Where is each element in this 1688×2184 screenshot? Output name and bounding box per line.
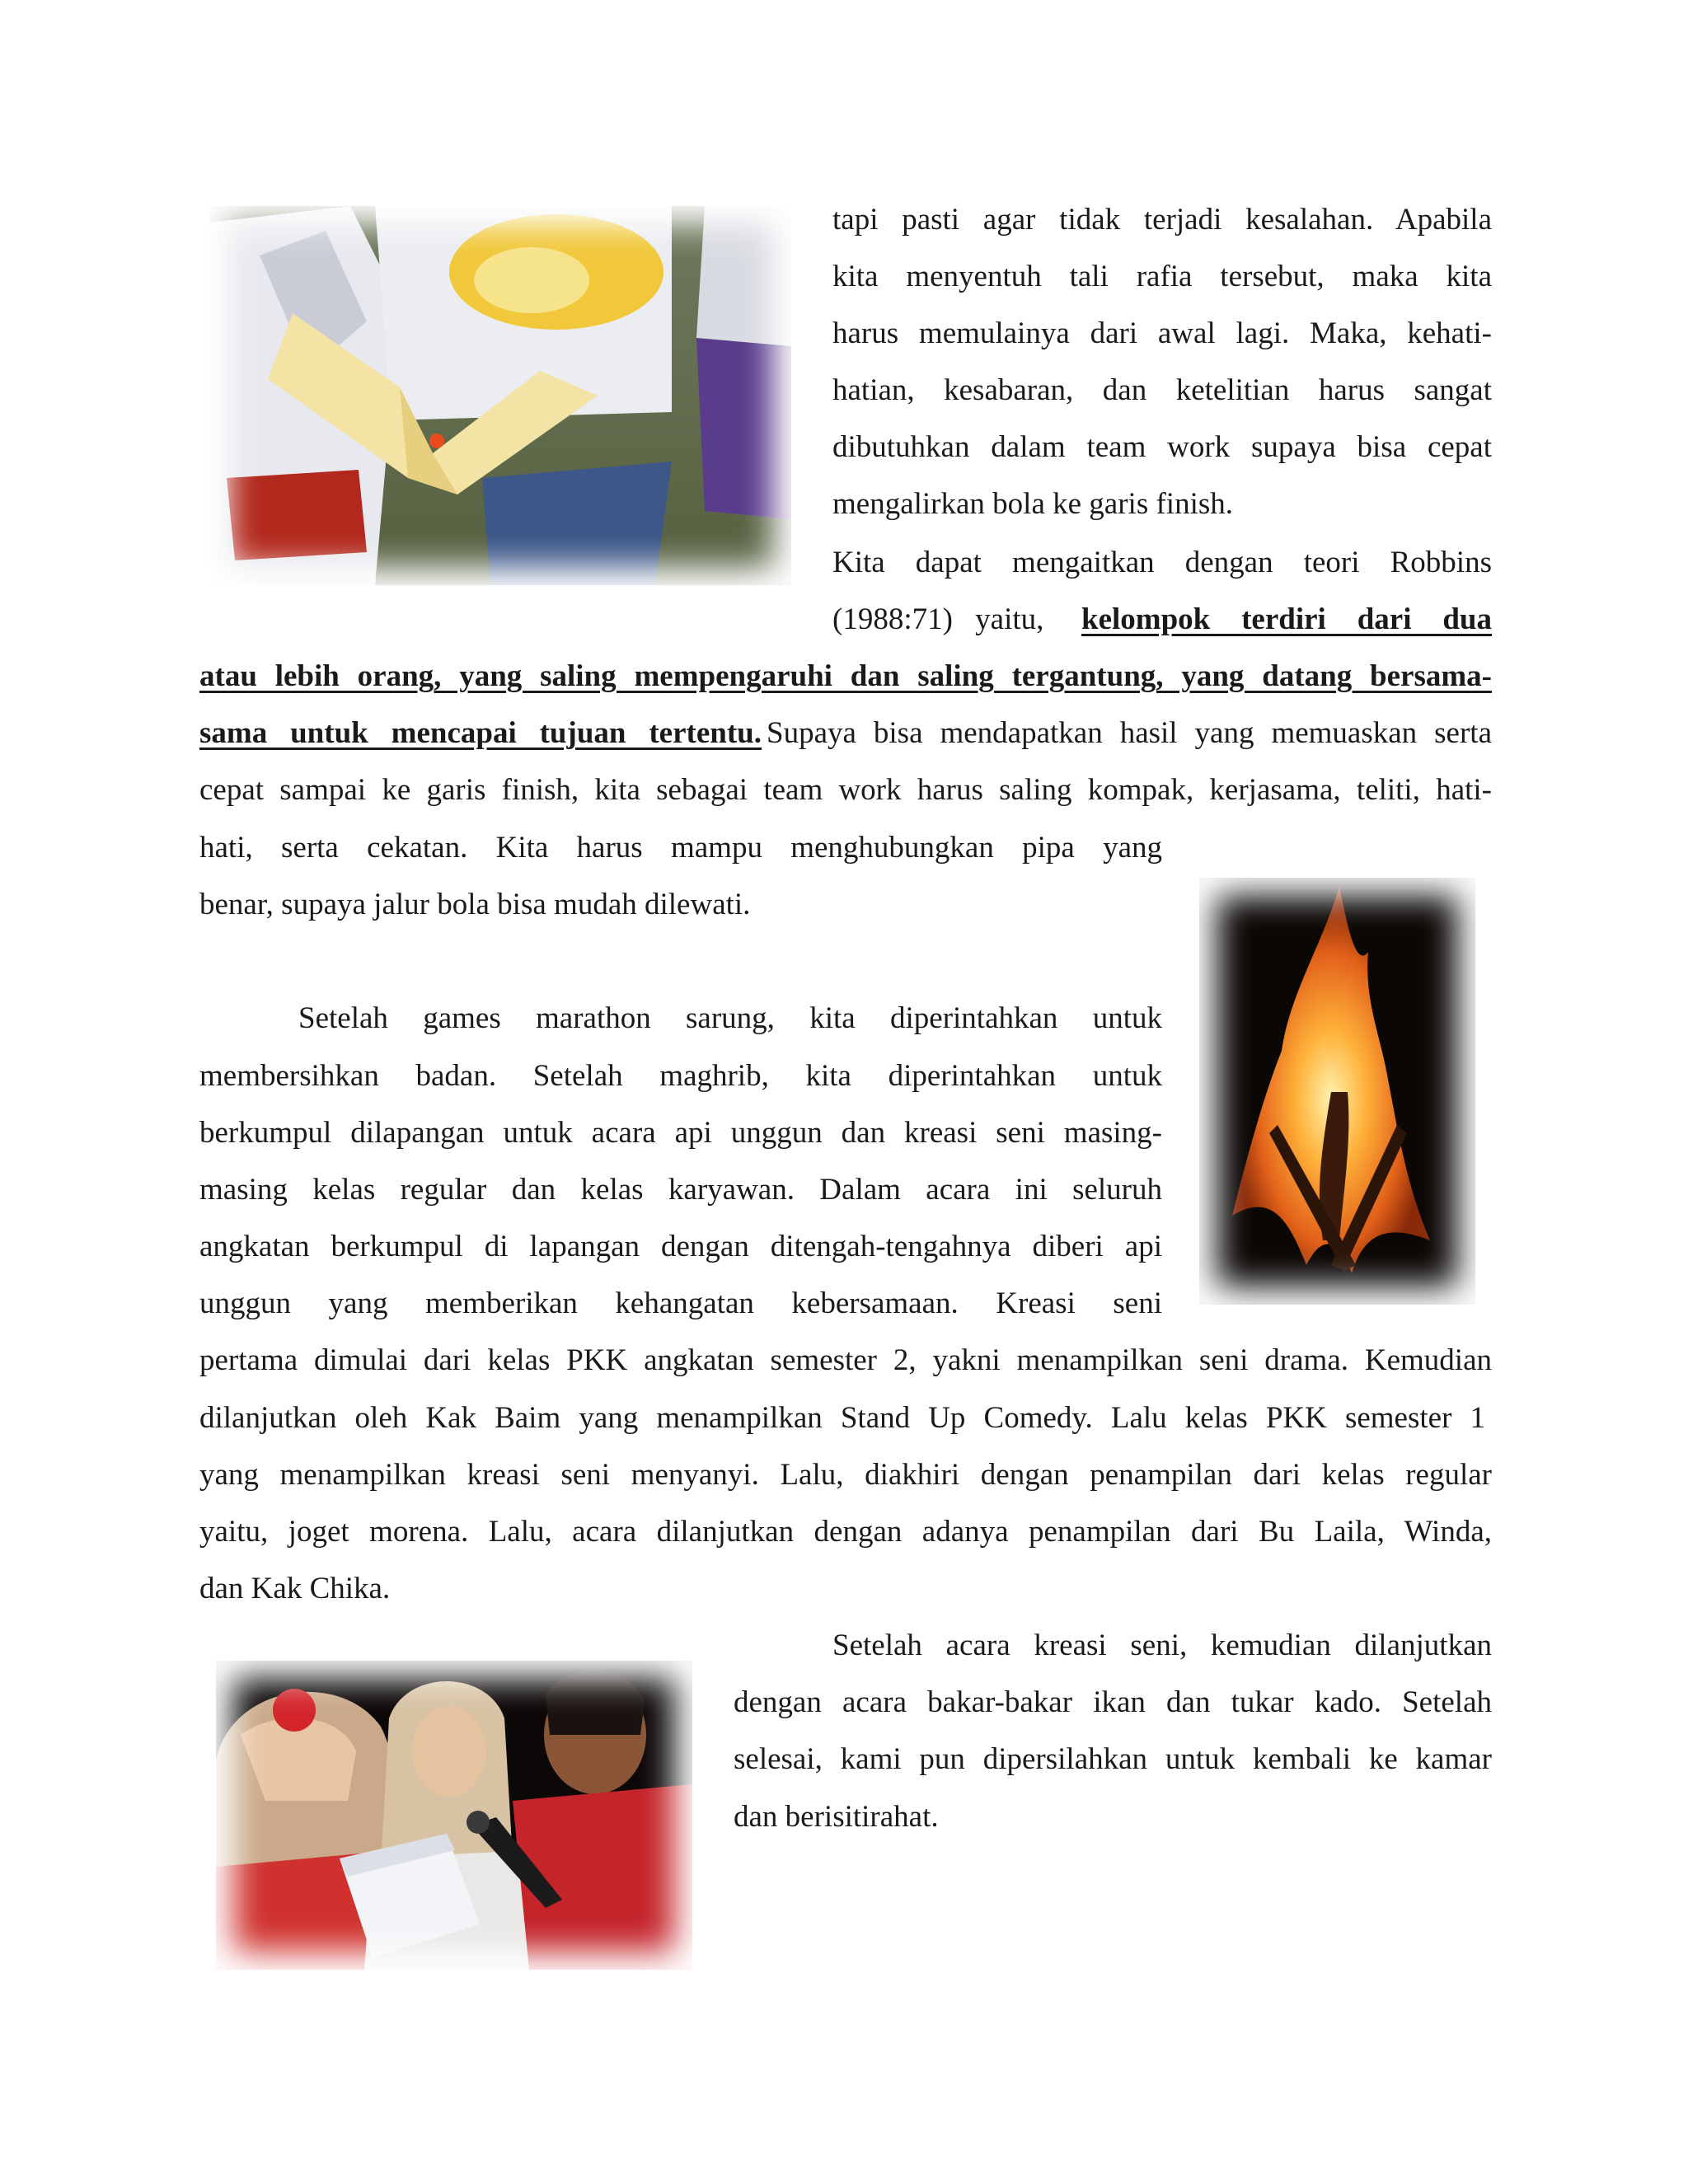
para3-line-3: berkumpul dilapangan untuk acara api unggun dan kreasi seni masing-	[199, 1116, 1162, 1150]
para3-line-1: Setelah games marathon sarung, kita diperintahkan untuk	[298, 1001, 1162, 1035]
photo-gift-exchange-image	[216, 1661, 692, 1970]
photo-bonfire-image	[1199, 878, 1475, 1305]
para3-line-5: angkatan berkumpul di lapangan dengan ditengah-tengahnya diberi api	[199, 1230, 1162, 1263]
para2-line-4-rest: Supaya bisa mendapatkan hasil yang memuaskan serta	[767, 716, 1492, 750]
para1-line-4: hatian, kesabaran, dan ketelitian harus sangat	[832, 373, 1492, 407]
photo-gift-exchange	[216, 1661, 692, 1970]
para2-line-1: Kita dapat mengaitkan dengan teori Robbins	[832, 546, 1492, 579]
photo-students-pipes	[210, 206, 791, 585]
para3-line-7: pertama dimulai dari kelas PKK angkatan semester 2, yakni menampilkan seni drama. Kemudian	[199, 1343, 1492, 1377]
para4-line-1: Setelah acara kreasi seni, kemudian dilanjutkan	[832, 1629, 1492, 1662]
para2-line-6: hati, serta cekatan. Kita harus mampu menghubungkan pipa yang	[199, 831, 1162, 865]
para2-line-3-bold: atau lebih orang, yang saling mempengaruhi dan saling tergantung, yang datang bersama-	[199, 659, 1492, 693]
para3-line-9: yang menampilkan kreasi seni menyanyi. Lalu, diakhiri dengan penampilan dari kelas regular	[199, 1458, 1492, 1492]
para2-line-2-prefix: (1988:71) yaitu,	[832, 602, 1044, 636]
para1-line-2: kita menyentuh tali rafia tersebut, maka kita	[832, 260, 1492, 293]
para4-line-3: selesai, kami pun dipersilahkan untuk kembali ke kamar	[734, 1742, 1492, 1776]
para3-line-8: dilanjutkan oleh Kak Baim yang menampilkan Stand Up Comedy. Lalu kelas PKK semester 1	[199, 1401, 1485, 1435]
para3-line-11: dan Kak Chika.	[199, 1572, 391, 1605]
para3-line-2: membersihkan badan. Setelah maghrib, kita diperintahkan untuk	[199, 1059, 1162, 1093]
para2-line-5: cepat sampai ke garis finish, kita sebagai team work harus saling kompak, kerjasama, teliti, hati-	[199, 773, 1492, 807]
para1-line-6: mengalirkan bola ke garis finish.	[832, 487, 1234, 521]
photo-bonfire	[1199, 878, 1475, 1305]
para3-line-4: masing kelas regular dan kelas karyawan. Dalam acara ini seluruh	[199, 1173, 1162, 1207]
para4-line-4: dan berisitirahat.	[734, 1800, 939, 1834]
para2-line-4-bold: sama untuk mencapai tujuan tertentu.	[199, 716, 762, 750]
para1-line-5: dibutuhkan dalam team work supaya bisa cepat	[832, 430, 1492, 464]
photo-students-pipes-image	[210, 206, 791, 585]
para1-line-1: tapi pasti agar tidak terjadi kesalahan. Apabila	[832, 203, 1492, 237]
para3-line-10: yaitu, joget morena. Lalu, acara dilanjutkan dengan adanya penampilan dari Bu Laila, Winda,	[199, 1515, 1492, 1549]
para4-line-2: dengan acara bakar-bakar ikan dan tukar kado. Setelah	[734, 1685, 1492, 1719]
para1-line-3: harus memulainya dari awal lagi. Maka, kehati-	[832, 316, 1492, 350]
para2-line-7: benar, supaya jalur bola bisa mudah dilewati.	[199, 888, 751, 921]
para2-line-2-bold: kelompok terdiri dari dua	[1081, 602, 1492, 636]
para3-line-6: unggun yang memberikan kehangatan kebersamaan. Kreasi seni	[199, 1286, 1162, 1320]
